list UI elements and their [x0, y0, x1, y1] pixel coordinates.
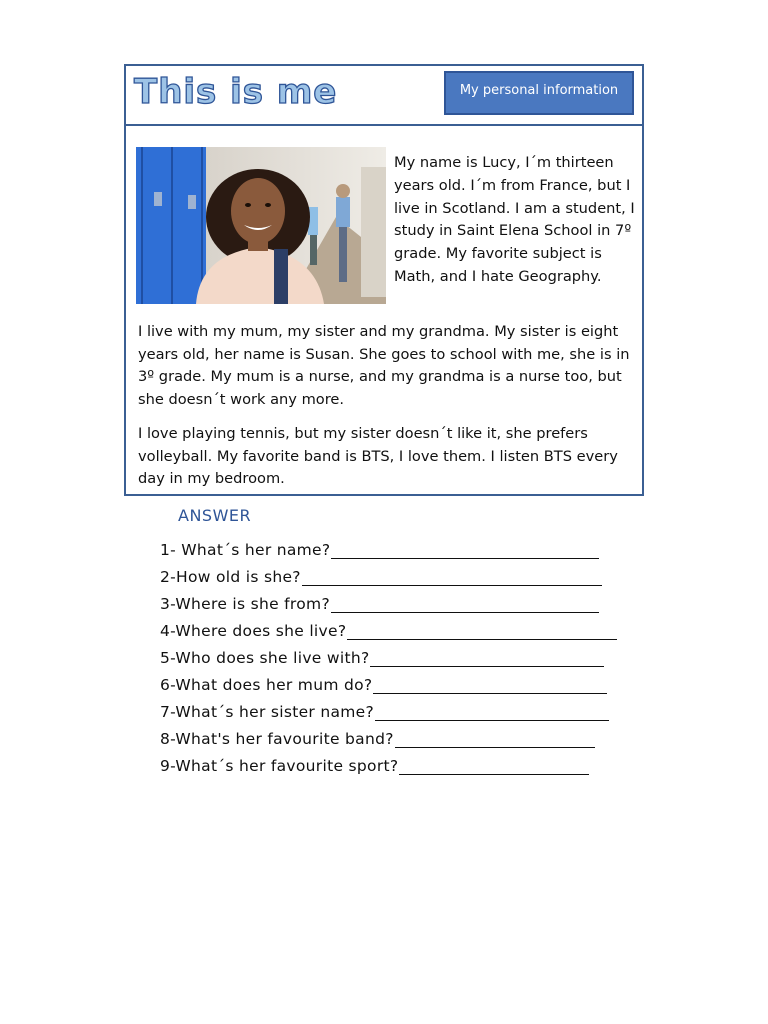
question-text: 7-What´s her sister name? — [160, 703, 375, 721]
question-item — [160, 559, 617, 586]
question-item — [160, 532, 617, 559]
answer-heading: ANSWER — [178, 506, 252, 525]
card-header — [126, 66, 642, 126]
answer-blank[interactable] — [331, 544, 599, 559]
question-item — [160, 640, 617, 667]
answer-blank[interactable] — [375, 706, 609, 721]
question-text: 3-Where is she from? — [160, 595, 330, 613]
family-paragraph: I live with my mum, my sister and my grandma. My sister is eight years old, her name is Susan. She goes to school with me, she is in 3º grade. My mum is a nurse, and my grandma is a nurse too, but she doesn´t work any more. — [138, 323, 630, 408]
question-text: 4-Where does she live? — [160, 622, 347, 640]
question-item — [160, 586, 617, 613]
question-text: 6-What does her mum do? — [160, 676, 373, 694]
page-title: This is me — [134, 72, 338, 112]
answer-blank[interactable] — [370, 652, 604, 667]
question-text: 2-How old is she? — [160, 568, 301, 586]
answer-blank[interactable] — [395, 733, 595, 748]
question-item — [160, 667, 617, 694]
question-item — [160, 694, 617, 721]
question-text: 1- What´s her name? — [160, 541, 331, 559]
question-text: 5-Who does she live with? — [160, 649, 370, 667]
hobbies-paragraph: I love playing tennis, but my sister doesn´t like it, she prefers volleyball. My favorite band is BTS, I love them. I listen BTS every day in my bedroom. — [138, 425, 618, 487]
answer-blank[interactable] — [399, 760, 589, 775]
intro-paragraph: My name is Lucy, I´m thirteen years old. I´m from France, but I live in Scotland. I am a student, I study in Saint Elena School in 7º grade. My favorite subject is Math, and I hate Geography. — [394, 154, 635, 285]
question-item — [160, 613, 617, 640]
section-tag: My personal information — [444, 71, 634, 115]
answer-blank[interactable] — [347, 625, 617, 640]
question-item — [160, 748, 617, 775]
answer-blank[interactable] — [373, 679, 607, 694]
question-item — [160, 721, 617, 748]
question-text: 9-What´s her favourite sport? — [160, 757, 399, 775]
question-list — [160, 532, 617, 775]
answer-blank[interactable] — [302, 571, 602, 586]
student-photo — [136, 147, 386, 304]
question-text: 8-What's her favourite band? — [160, 730, 394, 748]
student-photo-icon — [136, 147, 386, 304]
reading-card — [124, 64, 644, 496]
answer-blank[interactable] — [331, 598, 599, 613]
